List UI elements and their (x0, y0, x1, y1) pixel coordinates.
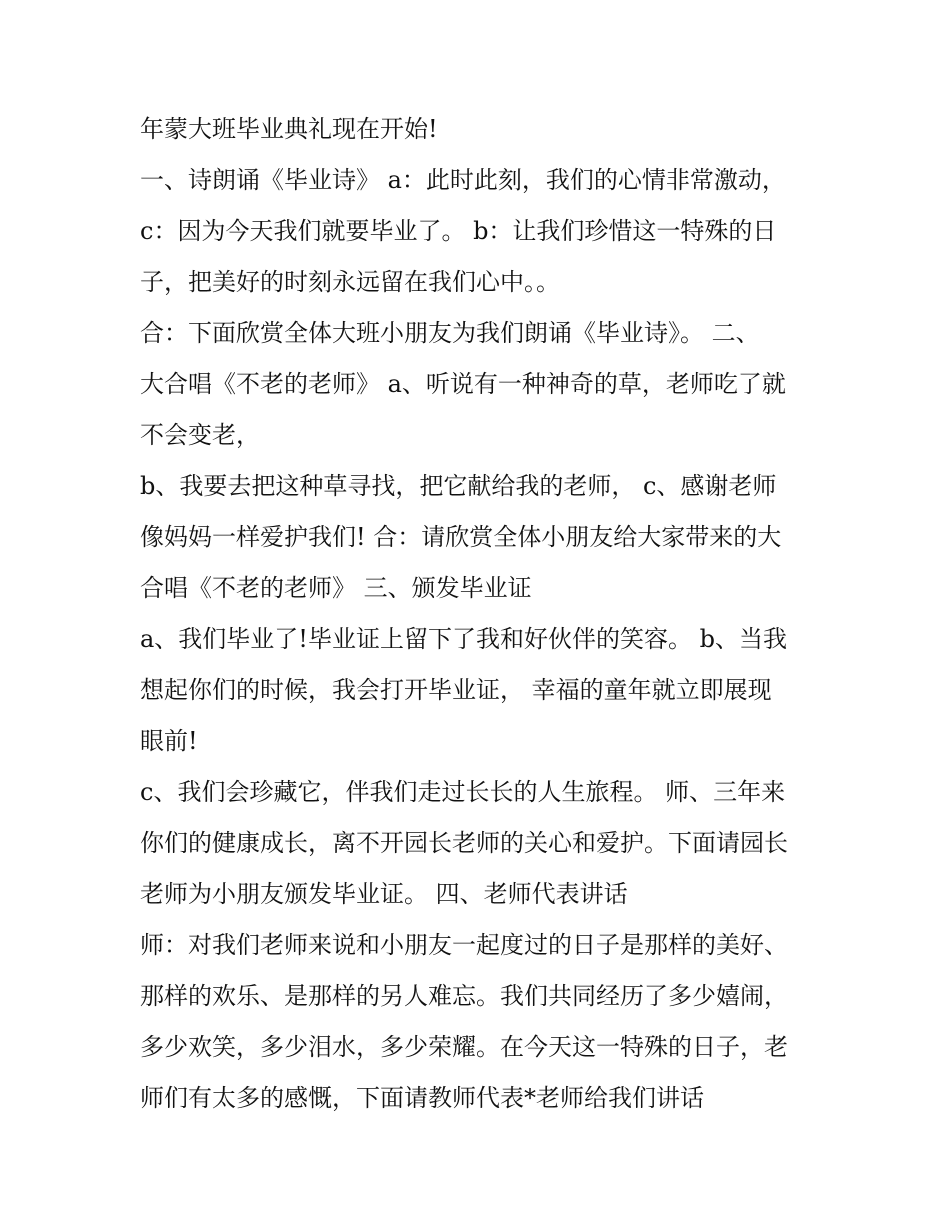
text-line: 师们有太多的感慨，下面请教师代表*老师给我们讲话 (140, 1084, 704, 1112)
text-line: 老师为小朋友颁发毕业证。 四、老师代表讲话 (140, 880, 628, 908)
text-line: c、我们会珍藏它，伴我们走过长长的人生旅程。 师、三年来 (140, 778, 786, 806)
text-line: 大合唱《不老的老师》 a、听说有一种神奇的草，老师吃了就 (140, 370, 786, 398)
text-line: 想起你们的时候，我会打开毕业证， 幸福的童年就立即展现 (140, 676, 772, 704)
text-line: 多少欢笑，多少泪水，多少荣耀。在今天这一特殊的日子，老 (140, 1033, 788, 1061)
text-line: 师：对我们老师来说和小朋友一起度过的日子是那样的美好、 (140, 931, 788, 959)
text-line: c：因为今天我们就要毕业了。 b：让我们珍惜这一特殊的日 (140, 217, 777, 245)
text-line: 合：下面欣赏全体大班小朋友为我们朗诵《毕业诗》。 二、 (140, 319, 760, 347)
text-line: 那样的欢乐、是那样的另人难忘。我们共同经历了多少嬉闹， (140, 982, 788, 1010)
text-line: 年蒙大班毕业典礼现在开始! (140, 115, 438, 143)
text-line: b、我要去把这种草寻找，把它献给我的老师， c、感谢老师 (140, 472, 777, 500)
text-line: 眼前! (140, 727, 198, 755)
text-line: 不会变老， (140, 421, 260, 449)
text-line: 你们的健康成长，离不开园长老师的关心和爱护。下面请园长 (140, 829, 788, 857)
text-line: a、我们毕业了!毕业证上留下了我和好伙伴的笑容。 b、当我 (140, 625, 787, 653)
text-line: 子，把美好的时刻永远留在我们心中。。 (140, 268, 560, 296)
text-line: 合唱《不老的老师》 三、颁发毕业证 (140, 574, 532, 602)
document-body (140, 104, 830, 1124)
text-line: 一、诗朗诵《毕业诗》 a：此时此刻，我们的心情非常激动， (140, 166, 786, 194)
text-line: 像妈妈一样爱护我们! 合：请欣赏全体小朋友给大家带来的大 (140, 523, 782, 551)
